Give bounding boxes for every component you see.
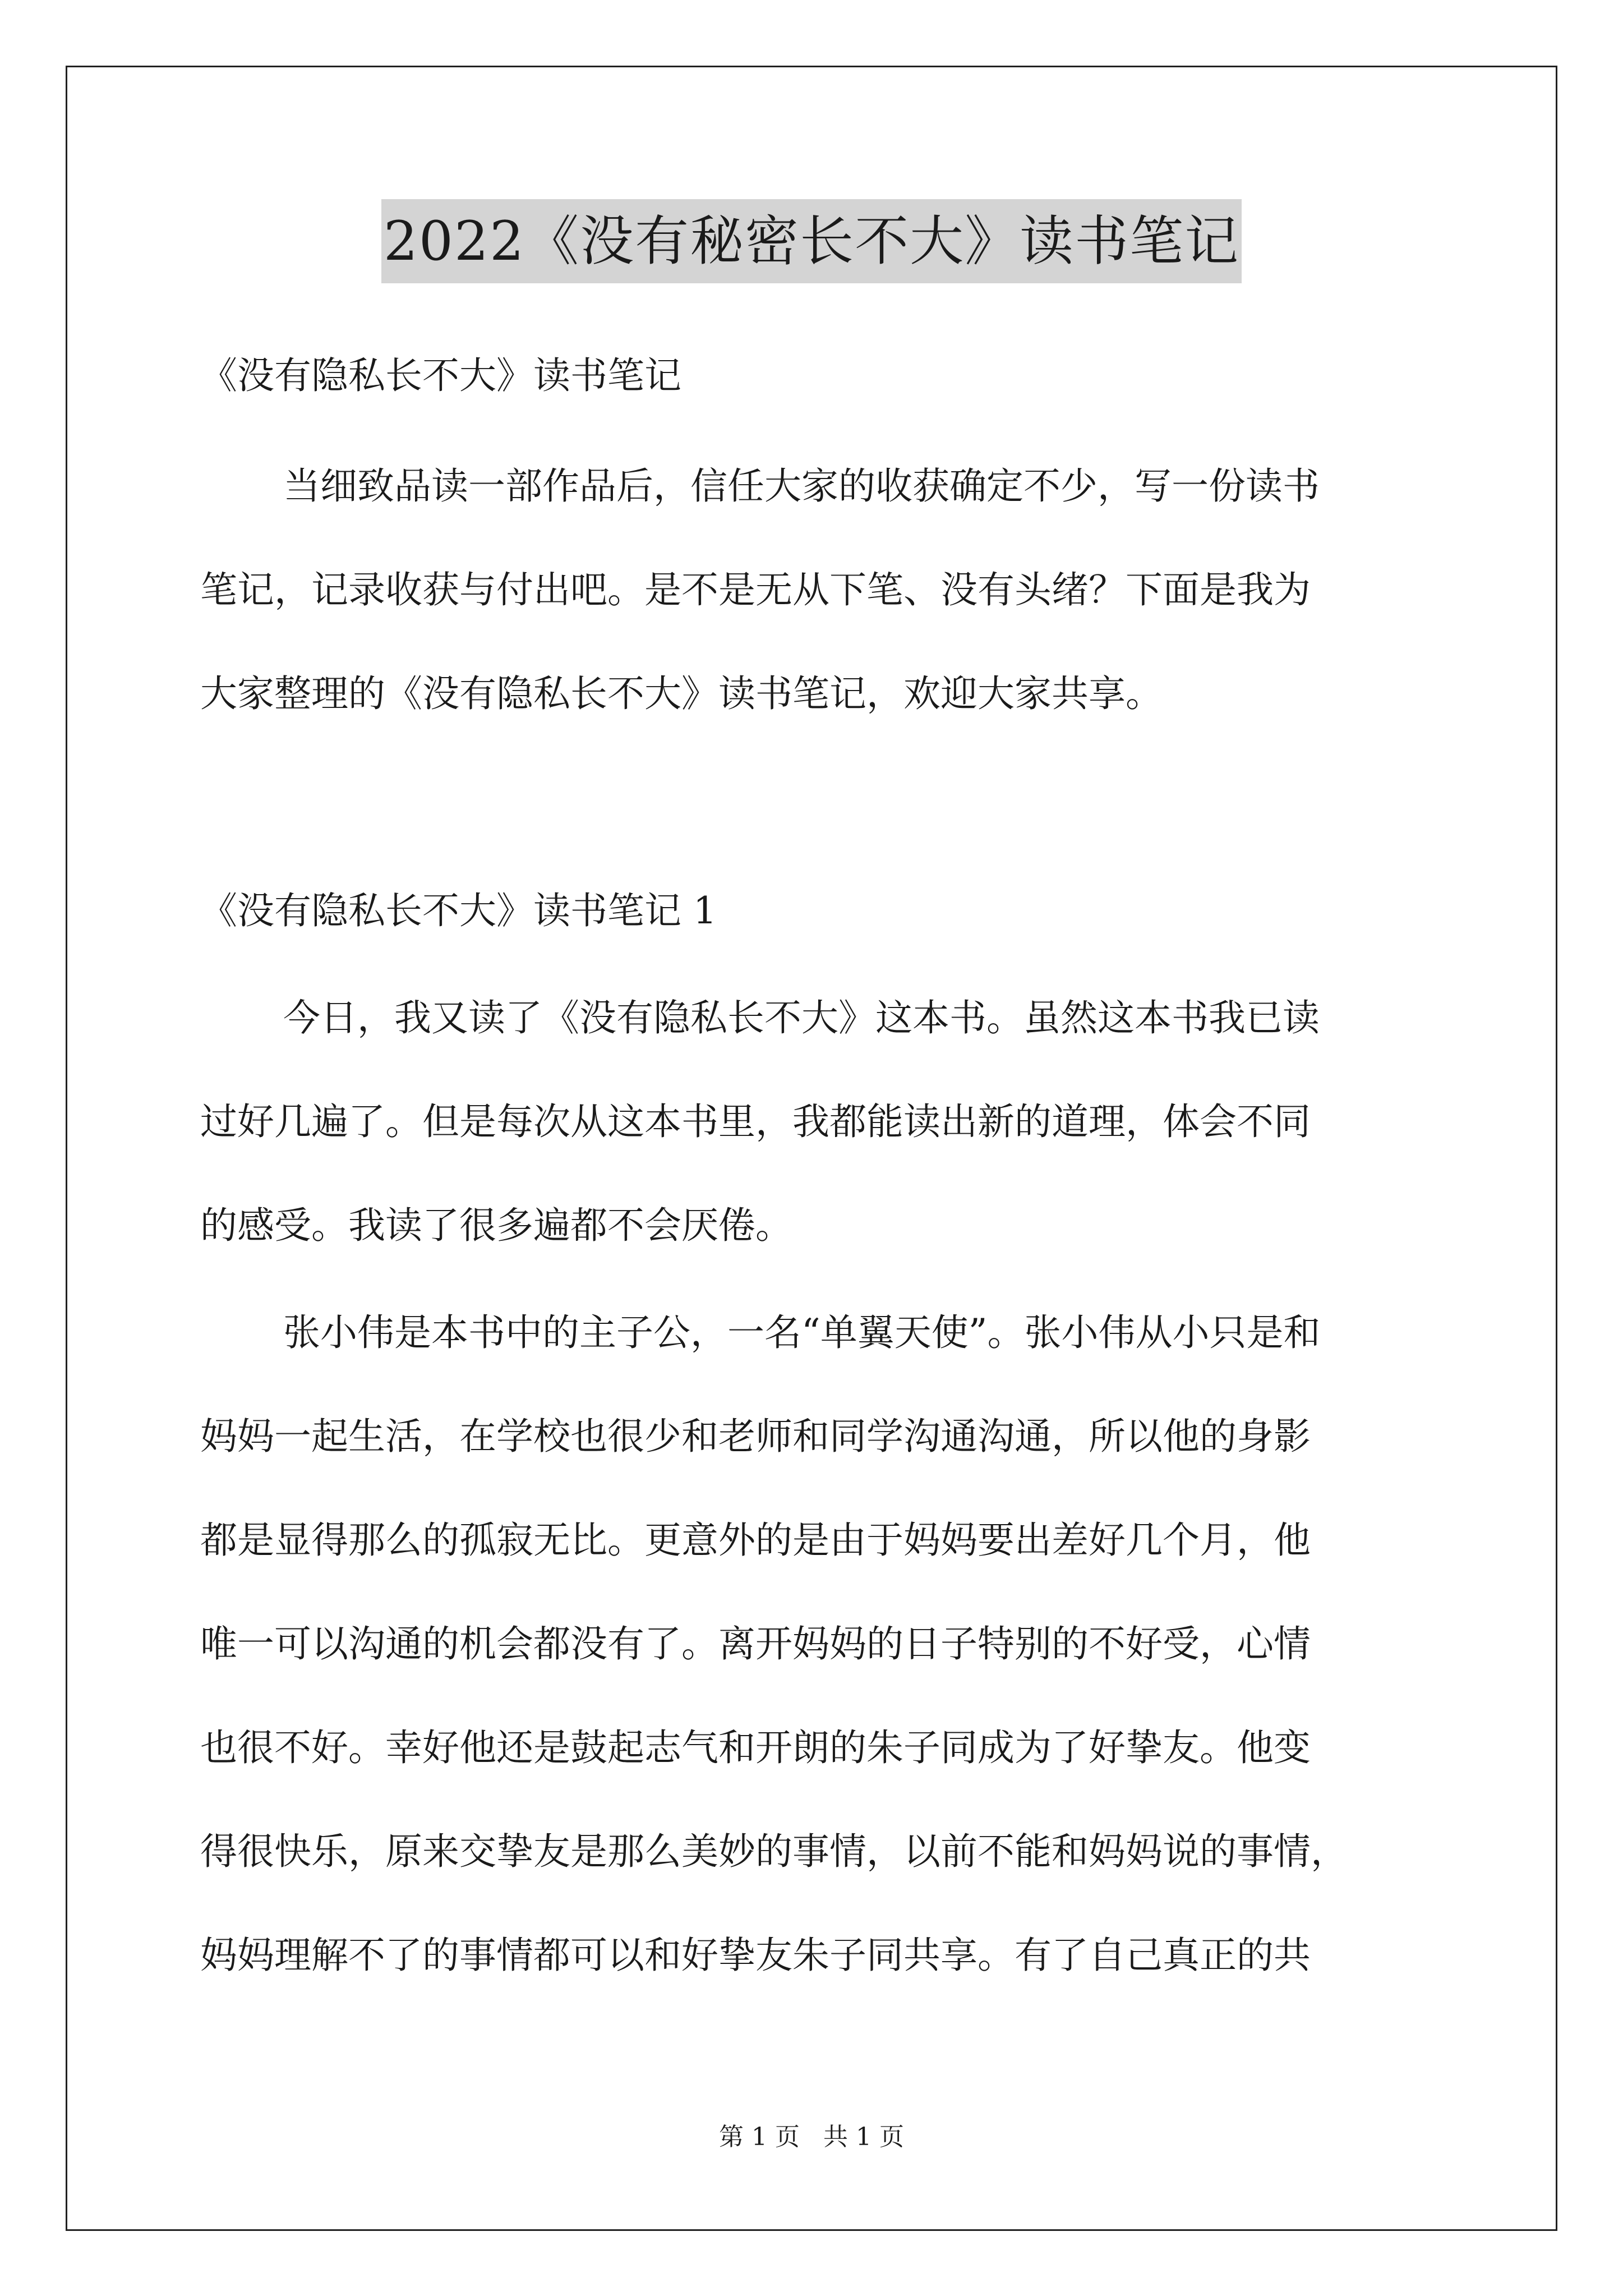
page-footer: 第 1 页 共 1 页 (719, 2123, 904, 2151)
para2-line-1: 张小伟是本书中的主子公，一名“单翼天使”。张小伟从小只是和 (283, 1311, 1321, 1354)
intro-line-1: 当细致品读一部作品后，信任大家的收获确定不少，写一份读书 (283, 464, 1320, 508)
section1-heading: 《没有隐私长不大》读书笔记 1 (200, 889, 717, 932)
para1-line-1: 今日，我又读了《没有隐私长不大》这本书。虽然这本书我已读 (283, 996, 1320, 1039)
para1-line-2: 过好几遍了。但是每次从这本书里，我都能读出新的道理，体会不同 (200, 1100, 1311, 1143)
para1-line-3: 的感受。我读了很多遍都不会厌倦。 (200, 1204, 792, 1247)
para2-line-4: 唯一可以沟通的机会都没有了。离开妈妈的日子特别的不好受，心情 (200, 1622, 1311, 1665)
para2-line-2: 妈妈一起生活，在学校也很少和老师和同学沟通沟通，所以他的身影 (200, 1415, 1311, 1458)
para2-line-7: 妈妈理解不了的事情都可以和好挚友朱子同共享。有了自己真正的共 (200, 1934, 1311, 1977)
intro-heading: 《没有隐私长不大》读书笔记 (200, 354, 681, 397)
para2-line-6: 得很快乐，原来交挚友是那么美妙的事情，以前不能和妈妈说的事情， (200, 1830, 1348, 1873)
intro-line-3: 大家整理的《没有隐私长不大》读书笔记，欢迎大家共享。 (200, 672, 1163, 715)
intro-line-2: 笔记，记录收获与付出吧。是不是无从下笔、没有头绪？下面是我为 (200, 568, 1311, 611)
para2-line-3: 都是显得那么的孤寂无比。更意外的是由于妈妈要出差好几个月，他 (200, 1519, 1311, 1562)
title-container (0, 199, 1623, 283)
para2-line-5: 也很不好。幸好他还是鼓起志气和开朗的朱子同成为了好挚友。他变 (200, 1726, 1311, 1769)
document-title: 2022《没有秘密长不大》读书笔记 (381, 199, 1242, 283)
